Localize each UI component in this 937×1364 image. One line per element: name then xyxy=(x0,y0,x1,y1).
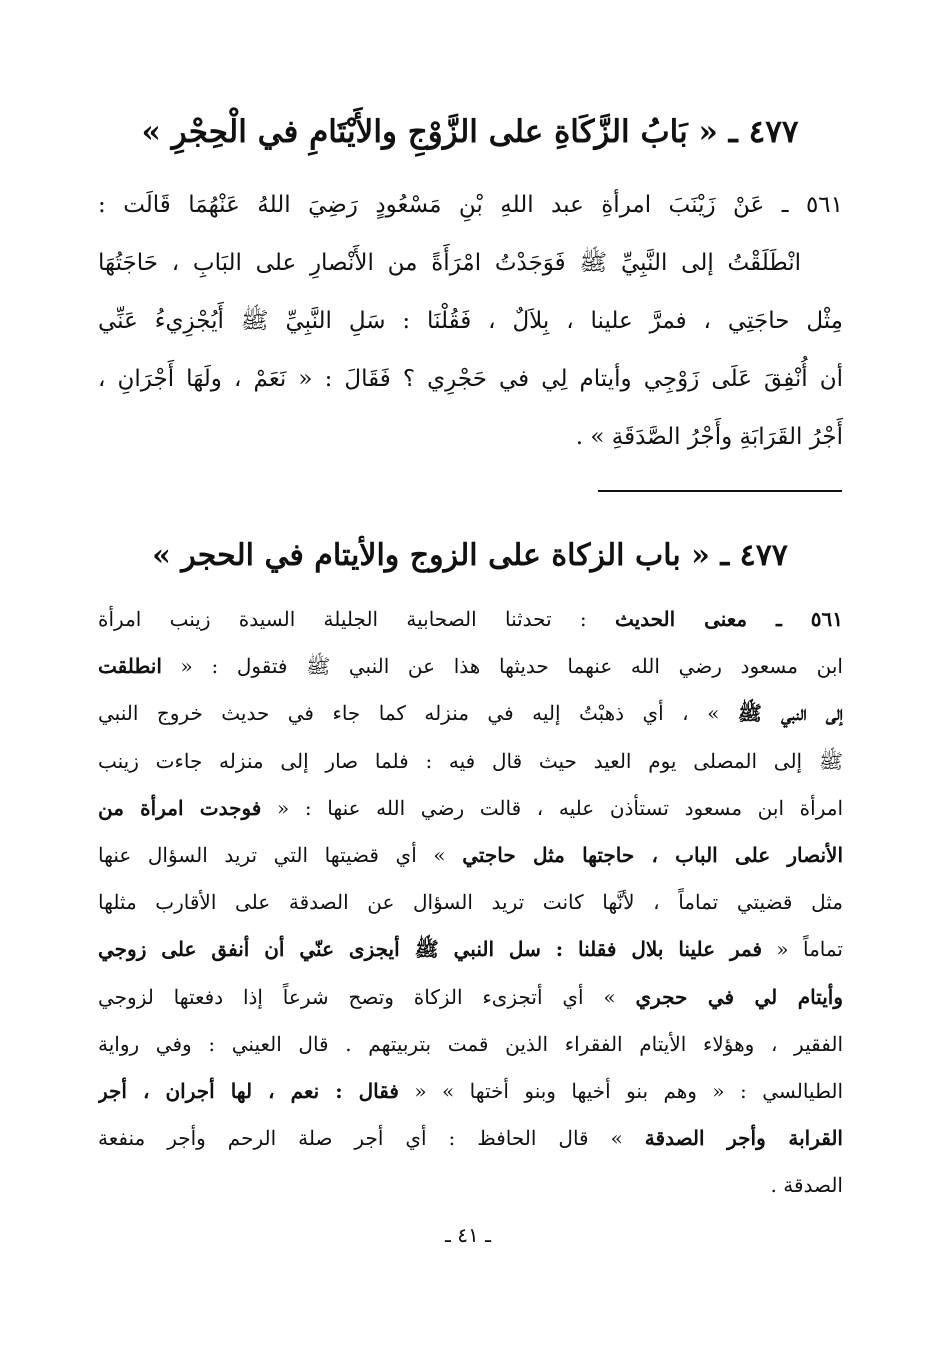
commentary-bold: فقال : نعم ، لها أجران ، أجر xyxy=(98,1078,399,1103)
commentary-line xyxy=(98,690,843,737)
commentary-bold: وأيتام لي في حجري xyxy=(635,984,843,1009)
chapter-heading: ٤٧٧ ـ « بَابُ الزَّكَاةِ على الزَّوْجِ والأَيْتَامِ في الْحِجْرِ » xyxy=(141,114,799,150)
commentary-plain: مثل قضيتي تماماً ، لأنَّها كانت تريد السؤال عن الصدقة على الأقارب مثلها xyxy=(98,890,843,915)
commentary-plain: ابن مسعود رضي الله عنهما حديثها هذا عن النبي ﷺ فتقول : « xyxy=(161,654,843,679)
commentary-plain: الفقير ، وهؤلاء الأيتام الفقراء الذين قمت بتربيتهم . قال العيني : وفي رواية xyxy=(98,1031,843,1056)
commentary-line xyxy=(98,738,843,785)
commentary-plain: » قال الحافظ : أي أجر صلة الرحم وأجر منفعة xyxy=(98,1126,645,1151)
hadith-line: أَجْرُ القَرَابَةِ وأَجْرُ الصَّدَقَةِ » . xyxy=(575,424,843,450)
commentary-plain: تماماً « xyxy=(762,937,843,962)
commentary-line xyxy=(98,832,843,879)
commentary-line xyxy=(98,596,843,643)
commentary-bold: فمر علينا بلال فقلنا : سل النبي ﷺ أيجزى عنّي أن أنفق على زوجي xyxy=(98,937,763,962)
page-number: ـ ٤١ ـ xyxy=(445,1223,491,1247)
commentary-plain: امرأة ابن مسعود تستأذن عليه ، قالت رضي الله عنها : « xyxy=(261,795,843,820)
commentary-line xyxy=(98,974,843,1021)
commentary-line xyxy=(98,1068,843,1115)
commentary-plain: الصدقة . xyxy=(770,1173,843,1198)
commentary-bold: القرابة وأجر الصدقة xyxy=(644,1126,843,1151)
commentary-line xyxy=(98,643,843,690)
commentary-heading: ٤٧٧ ـ « باب الزكاة على الزوج والأيتام في الحجر » xyxy=(152,538,788,573)
commentary-plain: : تحدثنا الصحابية الجليلة السيدة زينب امرأة xyxy=(98,607,615,631)
commentary-plain: » أي قضيتها التي تريد السؤال عنها xyxy=(98,842,463,867)
commentary-line xyxy=(98,785,843,832)
hadith-line: ٥٦١ ـ عَنْ زَيْنَبَ امرأةِ عبد اللهِ بْنِ مَسْعُودٍ رَضِيَ اللهُ عَنْهُمَا قَالَت : xyxy=(98,192,843,218)
commentary-bold: انطلقت xyxy=(98,654,162,679)
commentary-plain: الطيالسي : « وهم بنو أخيها وبنو أختها » « xyxy=(398,1078,843,1103)
hadith-line: أن أُنْفِقَ عَلَى زَوْجِي وأيتام لِي في حَجْرِي ؟ فَقَالَ : « نَعَمْ ، ولَهَا أَجْرَانِ ، xyxy=(98,366,843,392)
commentary-plain: » أي أتجزىء الزكاة وتصح شرعاً إذا دفعتها لزوجي xyxy=(98,984,636,1009)
hadith-line: انْطَلَقْتُ إلى النَّبِيِّ ﷺ فَوَجَدْتُ امْرَأَةً من الأَنْصارِ على البَابِ ، حَاجَتُهَا xyxy=(98,250,801,276)
commentary-bold: الأنصار على الباب ، حاجتها مثل حاجتي xyxy=(462,842,843,867)
commentary-line xyxy=(98,879,843,926)
commentary-plain: ﷺ إلى المصلى يوم العيد حيث قال فيه : فلما صار إلى منزله جاءت زينب xyxy=(98,748,843,773)
hadith-text xyxy=(98,176,843,466)
commentary-line xyxy=(98,926,843,973)
section-divider xyxy=(598,490,842,492)
commentary-bold: فوجدت امرأة من xyxy=(98,795,262,820)
commentary-bold: إلى النبي ﷺ xyxy=(737,701,843,726)
hadith-line: مِثْل حاجَتِي ، فمرَّ علينا ، بِلاَلٌ ، فَقُلْنَا : سَلِ النَّبِيِّ ﷺ أَيُجْزِيءُ عَنِّي xyxy=(98,308,843,334)
commentary-line xyxy=(98,1021,843,1068)
commentary-bold: ٥٦١ ـ معنى الحديث xyxy=(614,607,843,631)
commentary-line xyxy=(98,1162,843,1209)
commentary-plain: » ، أي ذهبْتُ إليه في منزله كما جاء في حديث خروج النبي xyxy=(98,701,738,726)
commentary-text xyxy=(98,596,843,1209)
commentary-line xyxy=(98,1115,843,1162)
